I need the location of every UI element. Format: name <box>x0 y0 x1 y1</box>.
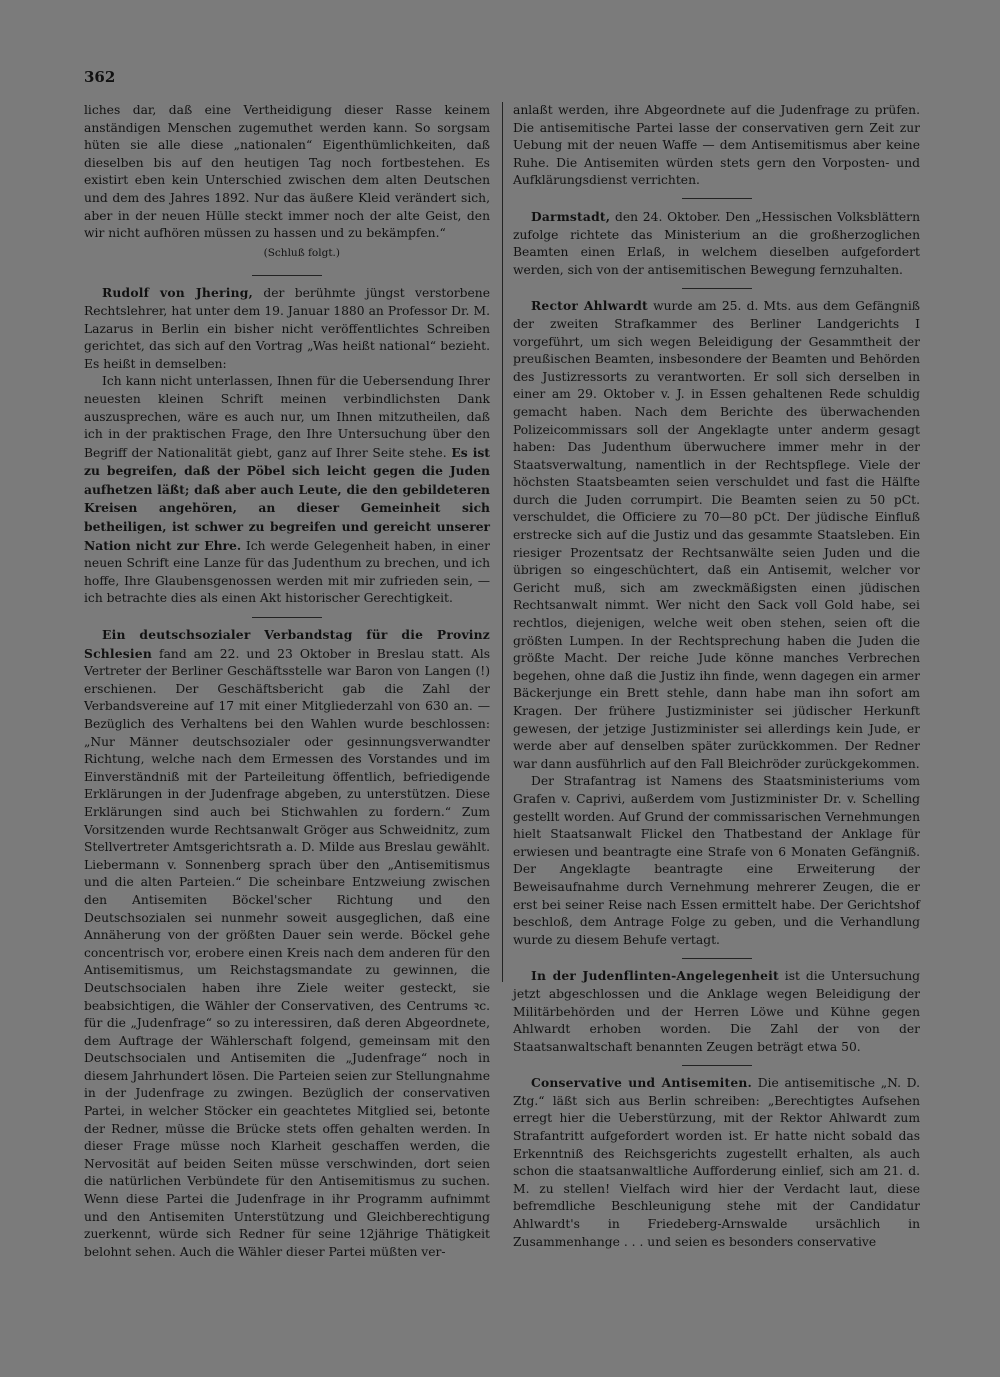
article-jhering-quote <box>84 373 490 608</box>
article-conservative-heading: Conservative und Antisemiten. <box>531 1075 752 1091</box>
article-ahlwardt <box>513 297 920 773</box>
article-verbandstag-body: fand am 22. und 23 Oktober in Breslau statt. Als Vertreter der Berliner Geschäftsstelle war Baron von Langen (!) erschienen. Der Geschäftsbericht gab die Zahl der Verbandsvereine auf 17 mit einer Mitgliederzahl von 630 an. — Bezüglich des Verhaltens bei den Wahlen wurde beschlossen: „Nur Männer deutschsozialer oder gesinnungsverwandter Richtung, welche nach dem Ermessen des Vorstandes und im Einverständniß mit der Parteileitung öffentlich, befriedigende Erklärungen in der Judenfrage abgeben, zu unterstützen. Diese Erklärungen sind auch bei Stichwahlen zu fordern.“ Zum Vorsitzenden wurde Rechtsanwalt Gröger aus Schweidnitz, zum Stellvertreter Amtsgerichtsrath a. D. Milde aus Breslau gewählt. Liebermann v. Sonnenberg sprach über den „Antisemitismus und die alten Parteien.“ Die scheinbare Entzweiung zwischen den Antisemiten Böckel'scher Richtung und den Deutschsozialen sei nunmehr soweit ausgeglichen, daß eine Annäherung von der größten Dauer sein werde. Böckel gehe concentrisch vor, erobere einen Kreis nach dem anderen für den Antisemitismus, um Reichstagsmandate zu gewinnen, die Deutschsocialen haben ihre Ziele weiter gesteckt, sie beabsichtigen, die Wähler der Conservativen, des Centrums ꝛc. für die „Judenfrage“ so zu interessiren, daß deren Abgeordnete, dem Auftrage der Wählerschaft folgend, gemeinsam mit den Deutschsocialen und Antisemiten die „Judenfrage“ noch in diesem Jahrhundert lösen. Die Parteien seien zur Stellungnahme in der Judenfrage zu zwingen. Bezüglich der conservativen Partei, in welcher Stöcker ein geachtetes Mitglied sei, betonte der Redner, müsse die Brücke stets offen gehalten werden. In dieser Frage müsse noch Klarheit geschaffen werden, die Nervosität auf beiden Seiten müsse verschwinden, dort seien die natürlichen Verbündete für den Antisemitismus zu suchen. Wenn diese Partei die Judenfrage in ihr Programm aufnimmt und den Antisemiten Unterstützung und Gleichberechtigung zuerkennt, würde sich Redner für seine 12jährige Thätigkeit belohnt sehen. Auch die Wähler dieser Partei müßten ver- <box>84 646 490 1259</box>
article-ahlwardt-continued: Der Strafantrag ist Namens des Staatsministeriums vom Grafen v. Caprivi, außerdem vom Justizminister Dr. v. Schelling gestellt worden. Auf Grund der commissarischen Vernehmungen hielt Staatsanwalt Flickel den Thatbestand der Anklage für erwiesen und beantragte eine Strafe von 6 Monaten Gefängniß. Der Angeklagte beantragte eine Erweiterung der Beweisaufnahme durch Vernehmung mehrerer Zeugen, die er erst bei seiner Reise nach Essen ermittelt habe. Der Gerichtshof beschloß, dem Antrage Folge zu geben, und die Verhandlung wurde zu diesem Behufe vertagt. <box>513 774 920 947</box>
left-column <box>84 102 490 1261</box>
article-jhering-body: der berühmte jüngst verstorbene Rechtslehrer, hat unter dem 19. Januar 1880 an Professor Dr. M. Lazarus in Berlin ein bisher nicht veröffentlichtes Schreiben gerichtet, das sich auf den Vortrag „Was heißt national“ bezieht. Es heißt in demselben: <box>84 286 490 371</box>
article-verbandstag <box>84 626 490 1261</box>
separator <box>84 608 490 626</box>
separator <box>513 190 920 208</box>
article-conservative-body: Die antisemitische „N. D. Ztg.“ läßt sich aus Berlin schreiben: „Berechtigtes Aufsehen erregt hier die Ueberstürzung, mit der Rektor Ahlwardt zum Strafantritt aufgefordert worden ist. Er hatte nicht sobald das Erkenntniß des Reichsgerichts zugestellt erhalten, als auch schon die staatsanwaltliche Aufforderung einlief, sich am 21. d. M. zu stellen! Vielfach wird hier der Verdacht laut, diese befremdliche Beschleunigung stehe mit der Candidatur Ahlwardt's in Friedeberg-Arnswalde ursächlich in Zusammenhange . . . und seien es besonders conservative <box>513 1076 921 1249</box>
article-ahlwardt-heading: Rector Ahlwardt <box>531 298 648 314</box>
separator <box>513 949 920 967</box>
article-judenflinten-heading: In der Judenflinten-Angelegenheit <box>531 968 779 984</box>
article-ahlwardt-body: wurde am 25. d. Mts. aus dem Gefängniß der zweiten Strafkammer des Berliner Landgerichts I vorgeführt, um sich wegen Beleidigung der Gesammtheit der preußischen Beamten, insbesondere der Beamten und Behörden des Justizressorts zu verantworten. Er soll sich derselben in einer am 29. Oktober v. J. in Essen gehaltenen Rede schuldig gemacht haben. Nach dem Berichte des überwachenden Polizeicommissars soll der Angeklagte unter anderm gesagt haben: Das Judenthum überwuchere immer mehr in der Staatsverwaltung, namentlich in der Rechtspflege. Viele der höchsten Staatsbeamten seien verschuldet und fast die Hälfte durch die Juden corrumpirt. Die Beamten seien zu 50 pCt. verschuldet, die Officiere zu 70—80 pCt. Der jüdische Einfluß erstrecke sich auf die Justiz und das gesammte Staatsleben. Ein riesiger Prozentsatz der Rechtsanwälte seien Juden und die übrigen so eingeschüchtert, daß ein Antisemit, welcher vor Gericht muß, sich am zweckmäßigsten einen jüdischen Rechtsanwalt nimmt. Wer nicht den Sack voll Gold habe, sei rechtlos, diejenigen, welche weit oben stehen, seien oft die größten Lumpen. In der Rechtsprechung haben die Juden die größte Macht. Der reiche Jude könne manches Verbrechen begehen, ohne daß die Justiz ihn finde, wenn dagegen ein armer Bäckerjunge ein Brett stehle, dann habe man ihn sofort am Kragen. Der frühere Justizminister sei jüdischer Herkunft gewesen, der jetzige Justizminister sei allerdings kein Jude, er werde aber auf denselben später zurückkommen. Der Redner war dann ausführlich auf den Fall Bleichröder zurückgekommen. <box>513 299 920 771</box>
continuation-paragraph: anlaßt werden, ihre Abgeordnete auf die Judenfrage zu prüfen. Die antisemitische Partei lasse der conservativen gern Zeit zur Uebung mit der neuen Waffe — dem Antisemitismus aber keine Ruhe. Die Antisemiten würden stets gern den Vorposten- und Aufklärungsdienst verrichten. <box>513 103 920 188</box>
article-jhering-heading: Rudolf von Jhering, <box>102 285 254 301</box>
article-darmstadt <box>513 208 920 279</box>
article-judenflinten <box>513 967 920 1056</box>
article-jhering <box>84 284 490 373</box>
jhering-quote-start: Ich kann nicht unterlassen, Ihnen für die Uebersendung Ihrer neuesten kleinen Schrift meinen verbindlichsten Dank auszusprechen, wäre es auch nur, um Ihnen mitzutheilen, daß ich in der praktischen Frage, den Ihre Untersuchung über den Begriff der Nationalität giebt, ganz auf Ihrer Seite stehe. <box>84 374 490 460</box>
article-verbandstag-heading: Ein deutschsozialer Verbandstag für die Provinz Schlesien <box>84 627 490 661</box>
jhering-quote-bold: Es ist zu begreifen, daß der Pöbel sich leicht gegen die Juden aufhetzen läßt; daß aber auch Leute, die den gebildeteren Kreisen angehören, an dieser Gemeinheit sich betheiligen, ist schwer zu begreifen und gereicht unserer Nation nicht zur Ehre. <box>84 444 490 553</box>
article-conservative <box>513 1074 920 1251</box>
right-column <box>513 102 920 1251</box>
article-darmstadt-heading: Darmstadt, <box>531 208 611 224</box>
separator <box>513 1056 920 1074</box>
page-number: 362 <box>84 68 116 86</box>
intro-paragraph: liches dar, daß eine Vertheidigung dieser Rasse keinem anständigen Menschen zugemuthet werden kann. So sorgsam hüten sie alle diese „nationalen“ Eigenthümlichkeiten, daß dieselben bis auf den heutigen Tag noch fortbestehen. Es existirt eben kein Unterschied zwischen dem alten Deutschen und dem des Jahres 1892. Nur das äußere Kleid verändert sich, aber in der neuen Hülle steckt immer noch der alte Geist, den wir nicht aufhören müssen zu hassen und zu bekämpfen.“ <box>84 103 490 241</box>
article-judenflinten-body: ist die Untersuchung jetzt abgeschlossen und die Anklage wegen Beleidigung der Militärbehörden und der Herren Löwe und Kühne gegen Ahlwardt erhoben worden. Die Zahl der von der Staatsanwaltschaft benannten Zeugen beträgt etwa 50. <box>513 969 920 1054</box>
article-darmstadt-body: den 24. Oktober. Den „Hessischen Volksblättern zufolge richtete das Ministerium an die großherzoglichen Beamten einen Erlaß, in welchem dieselben aufgefordert werden, sich von der antisemitischen Bewegung fernzuhalten. <box>513 209 920 277</box>
jhering-quote-end: Ich werde Gelegenheit haben, in einer neuen Schrift eine Lanze für das Judenthum zu brechen, und ich hoffe, Ihre Glaubensgenossen werden mit mir zufrieden sein, — ich betrachte dies als einen Akt historischer Gerechtigkeit. <box>84 538 490 606</box>
column-divider <box>502 102 503 982</box>
signoff-note: (Schluß folgt.) <box>263 246 340 259</box>
separator <box>84 266 490 284</box>
separator <box>513 279 920 297</box>
